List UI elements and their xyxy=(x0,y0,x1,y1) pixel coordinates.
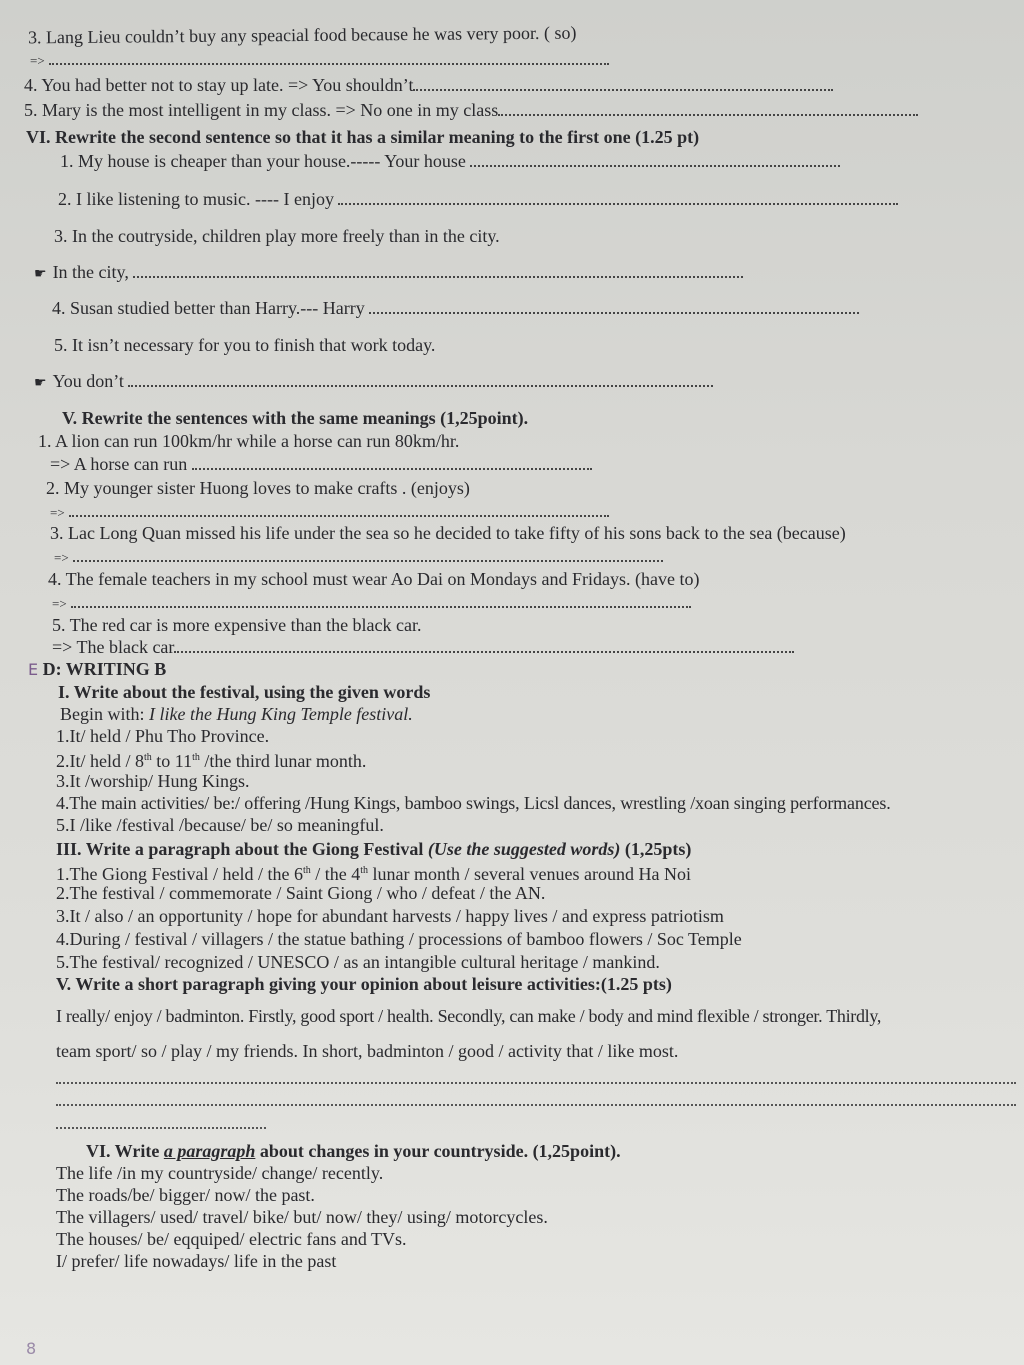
writing-vi-item-4: The houses/ be/ eqquiped/ electric fans and TVs. xyxy=(56,1229,407,1249)
writing-i-item-1: 1.It/ held / Phu Tho Province. xyxy=(56,726,270,746)
answer-line xyxy=(56,1082,1016,1084)
writing-vi-item-5: I/ prefer/ life nowadays/ life in the past xyxy=(56,1251,337,1271)
writing-vi-item-2: The roads/be/ bigger/ now/ the past. xyxy=(56,1185,315,1205)
writing-i-item-3: 3.It /worship/ Hung Kings. xyxy=(56,771,250,791)
writing-iii-item-4: 4.During / festival / villagers / the statue bathing / processions of bamboo flowers / Soc Temple xyxy=(56,929,742,949)
v-item-3-answer: => xyxy=(54,545,663,569)
page-mark: 8 xyxy=(26,1339,37,1358)
v-item-4: 4. The female teachers in my school must wear Ao Dai on Mondays and Fridays. (have to) xyxy=(48,569,700,589)
writing-heading: E D: WRITING B xyxy=(28,659,167,679)
writing-vi-item-3: The villagers/ used/ travel/ bike/ but/ now/ they/ using/ motorcycles. xyxy=(56,1207,548,1227)
pointing-hand-icon: ☛ xyxy=(34,375,47,391)
vi-item-2: 2. I like listening to music. ---- I enjoy xyxy=(58,188,898,210)
answer-line xyxy=(56,1127,266,1129)
writing-iii-item-3: 3.It / also / an opportunity / hope for abundant harvests / happy lives / and express patriotism xyxy=(56,906,724,926)
vi-item-3-answer: ☛ In the city, xyxy=(34,261,743,285)
question-3: 3. Lang Lieu couldn’t buy any speacial food because he was very poor. ( so) xyxy=(27,22,577,48)
vi-item-4: 4. Susan studied better than Harry.--- Harry xyxy=(52,297,859,319)
writing-v-heading: V. Write a short paragraph giving your opinion about leisure activities:(1.25 pts) xyxy=(56,974,672,994)
writing-i-item-4: 4.The main activities/ be:/ offering /Hung Kings, bamboo swings, Licsl dances, wrestling /xoan singing performances. xyxy=(56,793,891,813)
writing-i-begin: Begin with: I like the Hung King Temple festival. xyxy=(60,704,413,724)
v-item-2-answer: => xyxy=(50,500,609,524)
writing-i-heading: I. Write about the festival, using the given words xyxy=(58,682,431,702)
v-item-4-answer: => xyxy=(52,591,691,615)
handwritten-mark: E xyxy=(28,660,39,679)
vi-item-1: 1. My house is cheaper than your house.----- Your house xyxy=(60,150,840,172)
writing-iii-item-1: 1.The Giong Festival / held / the 6th / the 4th lunar month / several venues around Ha Noi xyxy=(56,864,691,884)
section-v-heading: V. Rewrite the sentences with the same meanings (1,25point). xyxy=(62,408,529,428)
v-item-5-answer: => The black car xyxy=(52,636,794,658)
v-item-2: 2. My younger sister Huong loves to make crafts . (enjoys) xyxy=(46,478,470,498)
v-item-3: 3. Lac Long Quan missed his life under the sea so he decided to take fifty of his sons back to the sea (because) xyxy=(50,523,846,543)
question-4: 4. You had better not to stay up late. => You shouldn’t xyxy=(24,74,833,96)
writing-iii-item-2: 2.The festival / commemorate / Saint Giong / who / defeat / the AN. xyxy=(56,883,546,903)
writing-i-item-2: 2.It/ held / 8th to 11th /the third lunar month. xyxy=(56,751,367,771)
answer-3: => xyxy=(30,48,609,72)
writing-iii-heading: III. Write a paragraph about the Giong Festival (Use the suggested words) (1,25pts) xyxy=(56,839,692,859)
vi-item-5-answer: ☛ You don’t xyxy=(34,370,713,394)
vi-item-3: 3. In the coutryside, children play more freely than in the city. xyxy=(54,226,500,246)
v-item-1-answer: => A horse can run xyxy=(50,453,592,475)
writing-i-item-5: 5.I /like /festival /because/ be/ so meaningful. xyxy=(56,815,384,835)
pointing-hand-icon: ☛ xyxy=(34,266,47,282)
answer-line xyxy=(56,1104,1016,1106)
vi-item-5: 5. It isn’t necessary for you to finish that work today. xyxy=(54,335,436,355)
writing-v-line-2: team sport/ so / play / my friends. In short, badminton / good / activity that / like most. xyxy=(56,1041,679,1061)
writing-vi-item-1: The life /in my countryside/ change/ recently. xyxy=(56,1163,384,1183)
v-item-5: 5. The red car is more expensive than the black car. xyxy=(52,615,422,635)
question-5: 5. Mary is the most intelligent in my class. => No one in my class xyxy=(24,99,918,121)
writing-iii-item-5: 5.The festival/ recognized / UNESCO / as an intangible cultural heritage / mankind. xyxy=(56,952,660,972)
section-vi-heading: VI. Rewrite the second sentence so that it has a similar meaning to the first one (1.25 pt) xyxy=(26,127,700,147)
writing-v-line-1: I really/ enjoy / badminton. Firstly, good sport / health. Secondly, can make / body and mind flexible / stronger. Thirdly, xyxy=(56,1006,882,1026)
v-item-1: 1. A lion can run 100km/hr while a horse can run 80km/hr. xyxy=(38,431,460,451)
writing-vi-heading: VI. Write a paragraph about changes in your countryside. (1,25point). xyxy=(86,1141,621,1161)
